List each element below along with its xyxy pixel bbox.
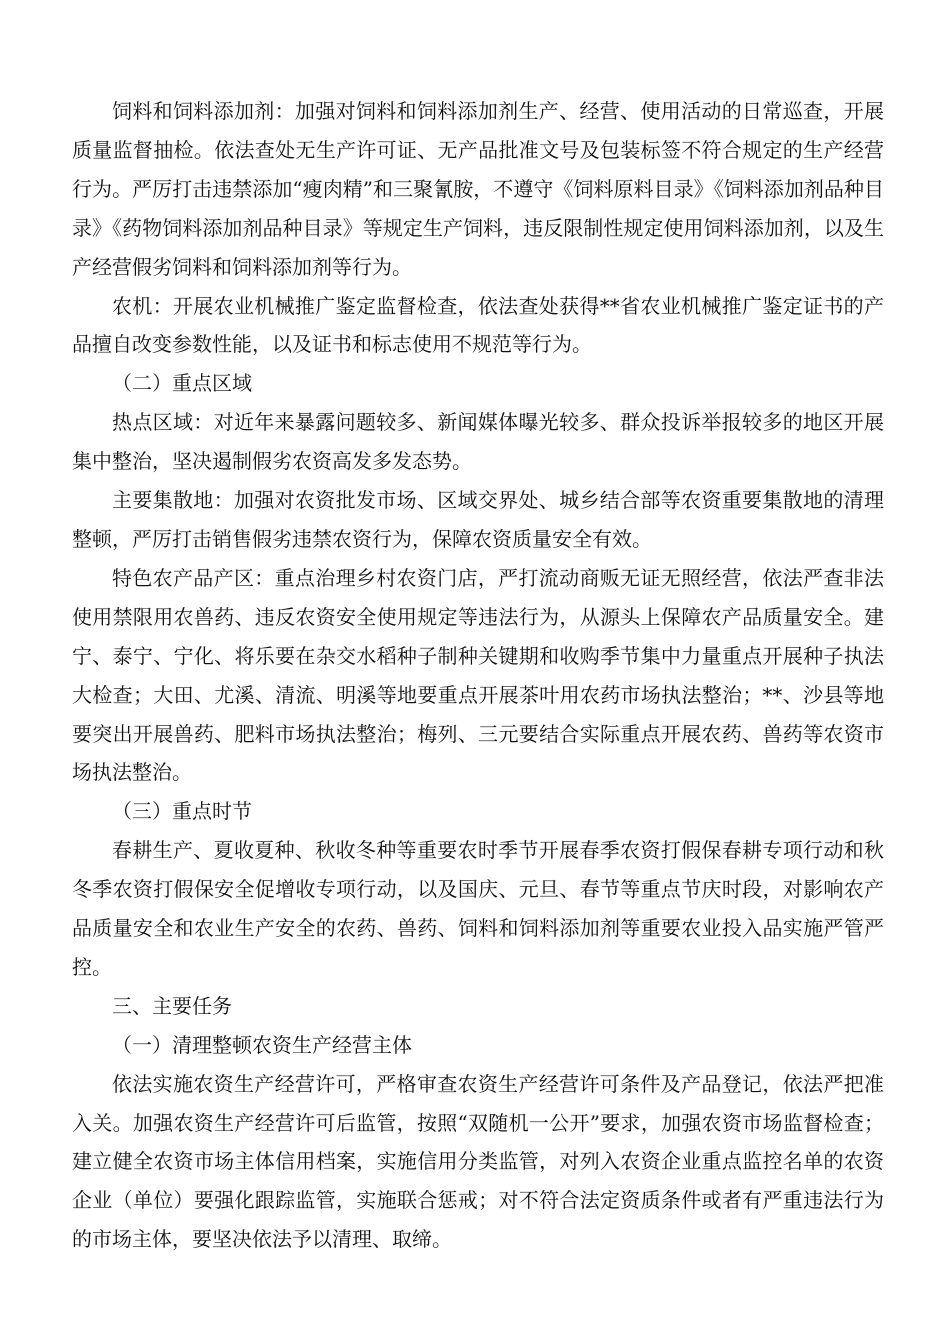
paragraph-licensing: 依法实施农资生产经营许可，严格审查农资生产经营许可条件及产品登记，依法严把准入关。加强农资生产经营许可后监管，按照“双随机一公开”要求，加强农资市场监督检查；建立健全农资市场主体信用档案，实施信用分类监管，对列入农资企业重点监控名单的农资企业（单位）要强化跟踪监管，实施联合惩戒；对不符合法定资质条件或者有严重违法行为的市场主体，要坚决依法予以清理、取缔。	[72, 1071, 884, 1252]
paragraph-seasons: 春耕生产、夏收夏种、秋收冬种等重要农时季节开展春季农资打假保春耕专项行动和秋冬季农资打假保安全促增收专项行动，以及国庆、元旦、春节等重点节庆时段，对影响农产品质量安全和农业生产安全的农药、兽药、饲料和饲料添加剂等重要农业投入品实施严管严控。	[72, 838, 884, 979]
paragraph-distribution-hubs: 主要集散地：加强对农资批发市场、区域交界处、城乡结合部等农资重要集散地的清理整顿，严厉打击销售假劣违禁农资行为，保障农资质量安全有效。	[72, 488, 884, 551]
paragraph-hotspot-areas: 热点区域：对近年来暴露问题较多、新闻媒体曝光较多、群众投诉举报较多的地区开展集中整治，坚决遏制假劣农资高发多发态势。	[72, 410, 884, 474]
heading-rectify-entities: （一）清理整顿农资生产经营主体	[112, 1032, 412, 1057]
heading-key-periods: （三）重点时节	[112, 799, 252, 824]
paragraph-specialty-areas: 特色农产品产区：重点治理乡村农资门店，严打流动商贩无证无照经营，依法严查非法使用禁限用农兽药、违反农资安全使用规定等违法行为，从源头上保障农产品质量安全。建宁、泰宁、宁化、将乐要在杂交水稻种子制种关键期和收购季节集中力量重点开展种子执法大检查；大田、尤溪、清流、明溪等地要重点开展茶叶用农药市场执法整治；**、沙县等地要突出开展兽药、肥料市场执法整治；梅列、三元要结合实际重点开展农药、兽药等农资市场执法整治。	[72, 565, 884, 785]
paragraph-machinery: 农机：开展农业机械推广鉴定监督检查，依法查处获得**省农业机械推广鉴定证书的产品擅自改变参数性能，以及证书和标志使用不规范等行为。	[72, 293, 884, 357]
heading-key-areas: （二）重点区域	[112, 371, 252, 396]
heading-main-tasks: 三、主要任务	[112, 993, 232, 1018]
paragraph-feed: 饲料和饲料添加剂：加强对饲料和饲料添加剂生产、经营、使用活动的日常巡查，开展质量监督抽检。依法查处无生产许可证、无产品批准文号及包装标签不符合规定的生产经营行为。严厉打击违禁添加“瘦肉精”和三聚氰胺，不遵守《饲料原料目录》《饲料添加剂品种目录》《药物饲料添加剂品种目录》等规定生产饲料，违反限制性规定使用饲料添加剂，以及生产经营假劣饲料和饲料添加剂等行为。	[72, 99, 884, 279]
document-page	[72, 92, 884, 1259]
